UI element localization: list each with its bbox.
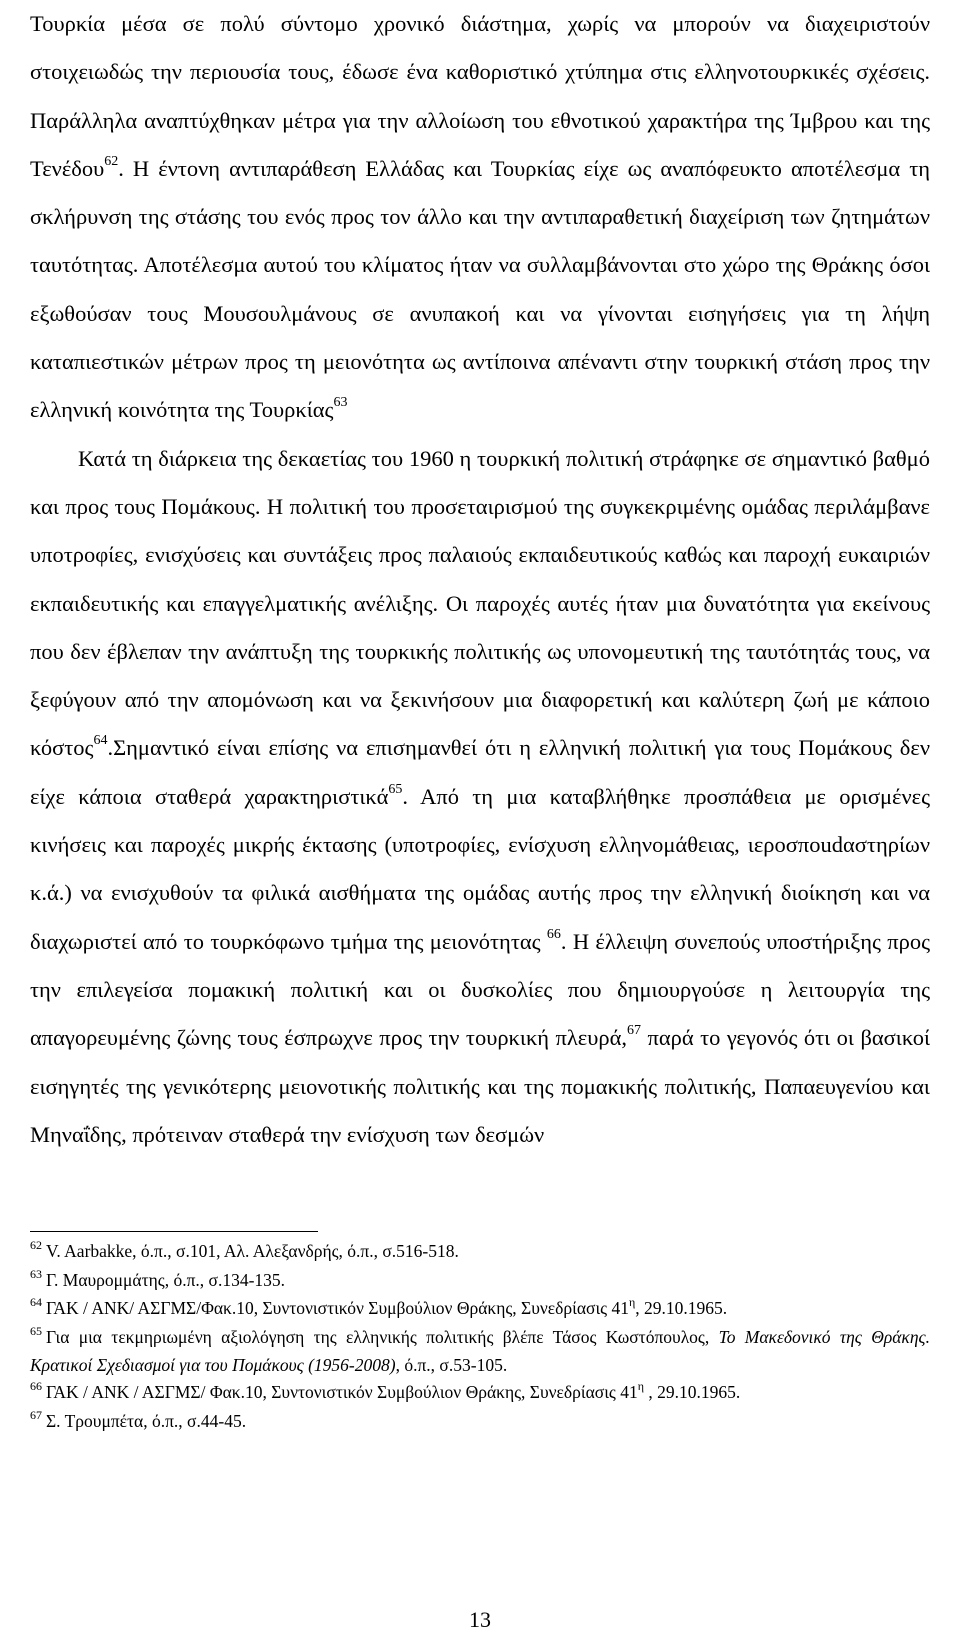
footnote-text: , ό.π., σ.53-105.	[395, 1355, 508, 1376]
footnote-text: , 29.10.1965.	[643, 1381, 741, 1402]
text-run: . Η έντονη αντιπαράθεση Ελλάδας και Τουρκίας είχε ως αναπόφευκτο αποτέλεσμα τη σκλήρυνση της στάσης του ενός προς τον άλλο και την αντιπαραθετική διαχείριση των ζητημάτων ταυτότητας. Αποτέλεσμα αυτού του κλίματος ήταν να συλλαμβάνονται στο χώρο της Θράκης όσοι εξωθούσαν τους Μουσουλμάνους σε ανυπακοή και να γίνονται εισηγήσεις για τη λήψη καταπιεστικών μέτρων προς τη μειονότητα ως αντίποινα απέναντι στην τουρκική στάση προς την ελληνική κοινότητα της Τουρκίας	[30, 155, 930, 423]
footnote-number: 65	[30, 1323, 42, 1338]
footnote-63	[30, 1267, 930, 1296]
text-run: Τουρκία μέσα σε πολύ σύντομο χρονικό διάστημα, χωρίς να μπορούν να διαχειριστούν στοιχειωδώς την περιουσία τους, έδωσε ένα καθοριστικό χτύπημα στις ελληνοτουρκικές σχέσεις. Παράλληλα αναπτύχθηκαν μέτρα για την αλλοίωση του εθνοτικού χαρακτήρα της Ίμβρου και της Τενέδου	[30, 11, 930, 181]
footnote-number: 64	[30, 1295, 42, 1310]
footnote-64	[30, 1295, 930, 1324]
footnote-text: V. Aarbakke, ό.π., σ.101, Αλ. Αλεξανδρής, ό.π., σ.516-518.	[46, 1241, 459, 1261]
footnote-text: , 29.10.1965.	[635, 1298, 728, 1319]
footnote-superscript: η	[637, 1378, 644, 1393]
footnote-65	[30, 1324, 930, 1379]
footnote-superscript: η	[628, 1295, 636, 1310]
footnote-separator	[30, 1231, 318, 1232]
footnote-title: Το Μακεδονικό της Θράκης. Κρατικοί Σχεδιασμοί για του Πομάκους (1956-2008)	[30, 1326, 930, 1376]
footnote-text: ΓΑΚ / ΑΝΚ / ΑΣΓΜΣ/ Φακ.10, Συντονιστικόν Συμβούλιον Θράκης, Συνεδρίασις 41	[46, 1381, 638, 1402]
footnote-ref: 66	[546, 926, 561, 942]
footnote-67	[30, 1408, 930, 1437]
footnote-66	[30, 1379, 930, 1408]
text-run: Κατά τη διάρκεια της δεκαετίας του 1960 η τουρκική πολιτική στράφηκε σε σημαντικό βαθμό και προς τους Πομάκους. Η πολιτική του προσεταιρισμού της συγκεκριμένης ομάδας περιλάμβανε υποτροφίες, ενισχύσεις και συντάξεις προς παλαιούς εκπαιδευτικούς καθώς και παροχή ευκαιριών εκπαιδευτικής και επαγγελματικής ανέλιξης. Οι παροχές αυτές ήταν μια δυνατότητα για εκείνους που δεν έβλεπαν την ανάπτυξη της τουρκικής πολιτικής ως υπονομευτική της ταυτότητάς τους, να ξεφύγουν από την απομόνωση και να ξεκινήσουν μια διαφορετική και καλύτερη ζωή με κάποιο κόστος	[30, 445, 930, 761]
footnote-62	[30, 1238, 930, 1267]
footnote-text: Σ. Τρουμπέτα, ό.π., σ.44-45.	[46, 1410, 247, 1431]
footnote-text: Για μια τεκμηριωμένη αξιολόγηση της ελληνικής πολιτικής βλέπε Τάσος Κωστόπουλος,	[46, 1326, 719, 1347]
paragraph-2	[30, 435, 930, 1159]
footnote-number: 63	[30, 1266, 42, 1281]
text-run: . Η έλλειψη συνεπούς υποστήριξης προς την επιλεγείσα πομακική πολιτική και οι δυσκολίες που δημιουργούσε η λειτουργία της απαγορευμένης ζώνης τους έσπρωχνε προς την τουρκική πλευρά,	[30, 928, 930, 1051]
footnote-number: 66	[30, 1378, 42, 1393]
footnote-ref: 62	[104, 153, 119, 169]
footnote-text: ΓΑΚ / ΑΝΚ/ ΑΣΓΜΣ/Φακ.10, Συντονιστικόν Συμβούλιον Θράκης, Συνεδρίασις 41	[46, 1298, 629, 1319]
page-number: 13	[469, 1607, 491, 1632]
paragraph-1	[30, 0, 930, 435]
footnote-ref: 64	[93, 733, 108, 749]
footnote-number: 62	[30, 1238, 42, 1252]
body-text	[30, 0, 930, 1159]
footnotes	[30, 1238, 930, 1436]
footnote-text: Γ. Μαυρομμάτης, ό.π., σ.134-135.	[46, 1269, 286, 1290]
footnote-ref: 67	[627, 1023, 642, 1039]
footnote-number: 67	[30, 1407, 42, 1422]
footnote-ref: 63	[333, 395, 348, 411]
text-run: .Σημαντικό είναι επίσης να επισημανθεί ότι η ελληνική πολιτική για τους Πομάκους δεν είχε κάποια σταθερά χαρακτηριστικά	[30, 735, 930, 809]
text-run: . Από τη μια καταβλήθηκε προσπάθεια με ορισμένες κινήσεις και παροχές μικρής έκτασης (υποτροφίες, ενίσχυση ελληνομάθειας, ιεροσποudαστηρίων κ.ά.) να ενισχυθούν τα φιλικά αισθήματα της ομάδας αυτής προς την ελληνική διοίκηση και να διαχωριστεί από το τουρκόφωνο τμήμα της μειονότητας	[30, 783, 930, 954]
text-run: παρά το γεγονός ότι οι βασικοί εισηγητές της γενικότερης μειονοτικής πολιτικής και της πομακικής πολιτικής, Παπαευγενίου και Μηναΐδης, πρότειναν σταθερά την ενίσχυση των δεσμών	[30, 1025, 931, 1147]
footnote-ref: 65	[388, 781, 403, 797]
